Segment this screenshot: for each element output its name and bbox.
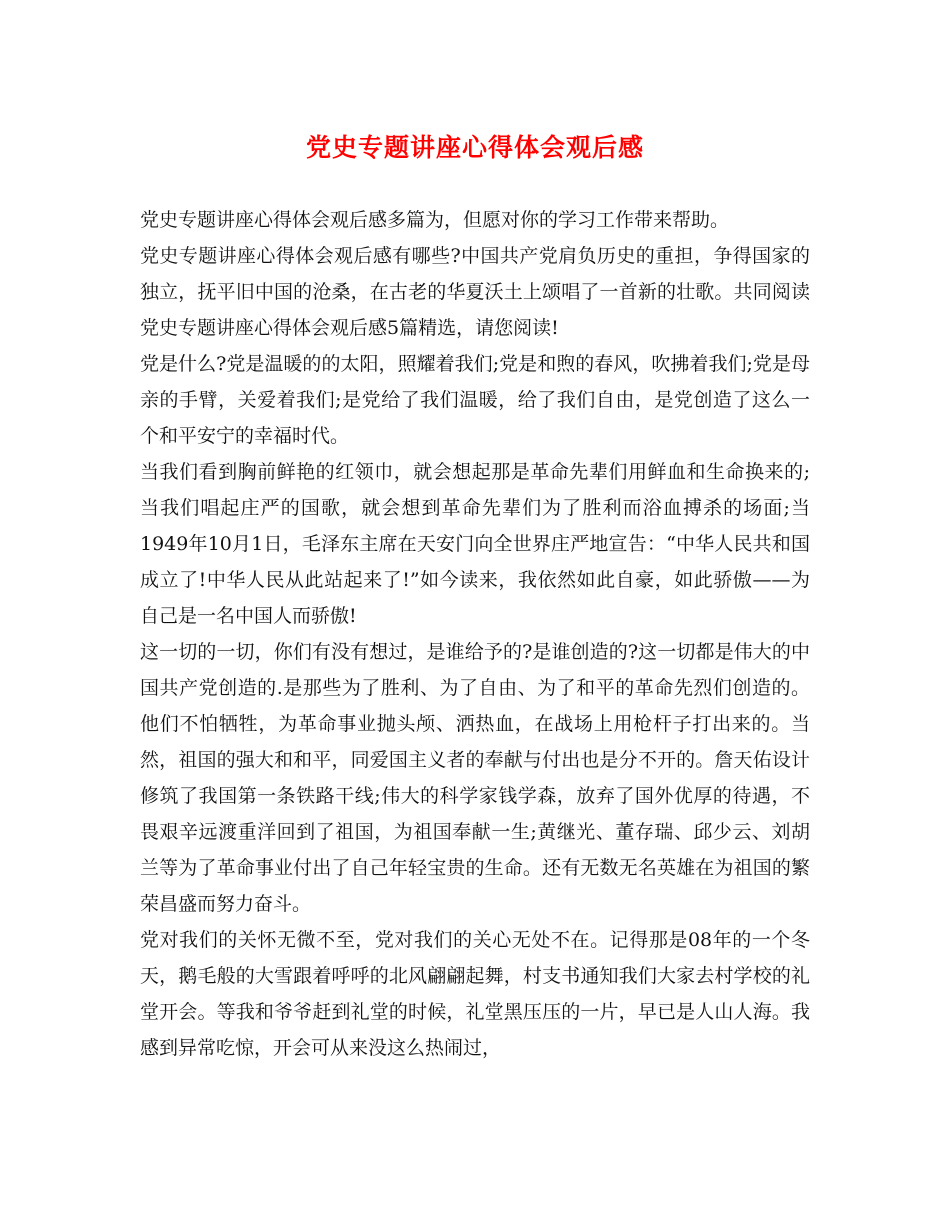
document-title: 党史专题讲座心得体会观后感 [305,133,644,162]
paragraph: 党史专题讲座心得体会观后感多篇为，但愿对你的学习工作带来帮助。 [140,209,730,231]
paragraph: 党是什么?党是温暖的的太阳，照耀着我们;党是和煦的春风，吹拂着我们;党是母亲的手臂，关爱着我们;是党给了我们温暖，给了我们自由，是党创造了这么一个和平安宁的幸福时代。 [140,353,810,447]
paragraph: 党史专题讲座心得体会观后感有哪些?中国共产党肩负历史的重担，争得国家的独立，抚平旧中国的沧桑，在古老的华夏沃土上颂唱了一首新的壮歌。共同阅读党史专题讲座心得体会观后感5篇精选，请您阅读! [140,245,810,339]
paragraph: 当我们看到胸前鲜艳的红领巾，就会想起那是革命先辈们用鲜血和生命换来的;当我们唱起庄严的国歌，就会想到革命先辈们为了胜利而浴血搏杀的场面;当1949年10月1日，毛泽东主席在天安门向全世界庄严地宣告：“中华人民共和国成立了!中华人民从此站起来了!”如今读来，我依然如此自豪，如此骄傲——为自己是一名中国人而骄傲! [140,461,810,627]
document-body [140,202,810,1066]
paragraph: 党对我们的关怀无微不至，党对我们的关心无处不在。记得那是08年的一个冬天，鹅毛般的大雪跟着呼呼的北风翩翩起舞，村支书通知我们大家去村学校的礼堂开会。等我和爷爷赶到礼堂的时候，礼堂黑压压的一片，早已是人山人海。我感到异常吃惊，开会可从来没这么热闹过， [140,929,810,1059]
paragraph: 这一切的一切，你们有没有想过，是谁给予的?是谁创造的?这一切都是伟大的中国共产党创造的.是那些为了胜利、为了自由、为了和平的革命先烈们创造的。他们不怕牺牲，为革命事业抛头颅、洒热血，在战场上用枪杆子打出来的。当然，祖国的强大和和平，同爱国主义者的奉献与付出也是分不开的。詹天佑设计修筑了我国第一条铁路干线;伟大的科学家钱学森，放弃了国外优厚的待遇，不畏艰辛远渡重洋回到了祖国，为祖国奉献一生;黄继光、董存瑞、邱少云、刘胡兰等为了革命事业付出了自己年轻宝贵的生命。还有无数无名英雄在为祖国的繁荣昌盛而努力奋斗。 [140,641,810,915]
